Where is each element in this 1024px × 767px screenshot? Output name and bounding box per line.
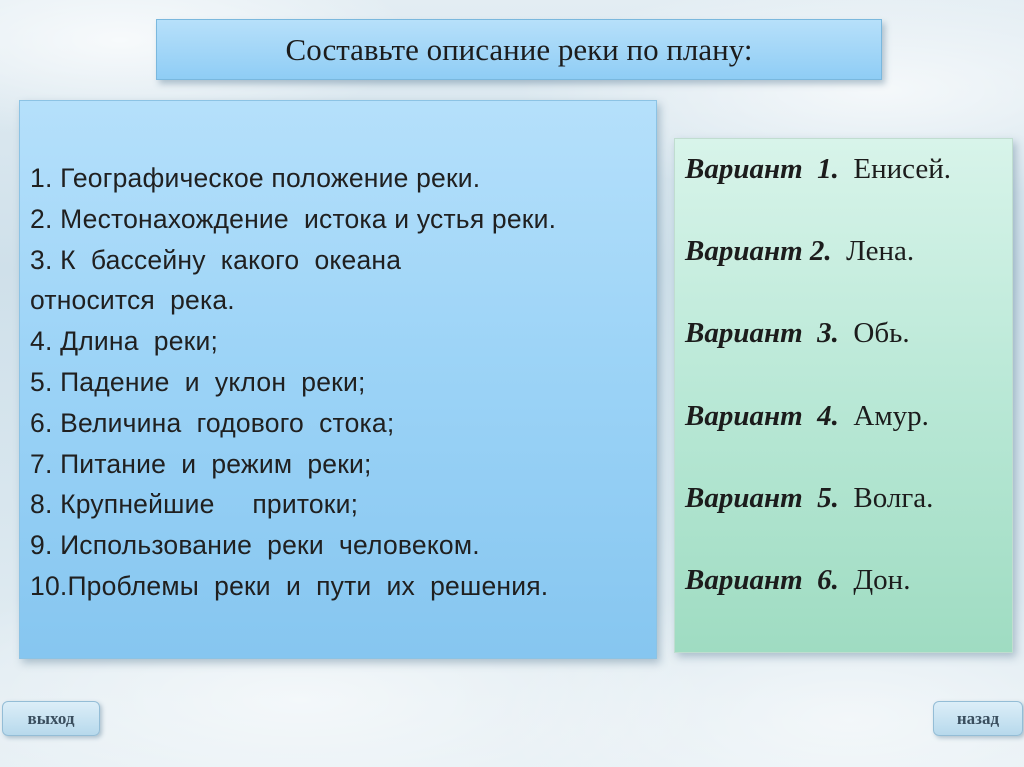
plan-item-3: 3. К бассейну какого океана (30, 244, 402, 275)
plan-item-8: 8. Крупнейшие притоки; (30, 489, 359, 520)
variant-6-label: Вариант 6. (685, 563, 839, 596)
plan-item-1: 1. Географическое положение реки. (30, 163, 481, 193)
variants-box (674, 138, 1013, 653)
exit-button[interactable] (2, 701, 100, 736)
exit-button-label: выход (27, 708, 75, 728)
plan-item-6: 6. Величина годового стока; (30, 407, 395, 438)
variant-5-river: Волга. (853, 481, 934, 514)
variant-5 (685, 481, 1012, 563)
variant-3 (685, 316, 1012, 398)
variant-2-label: Вариант 2. (685, 235, 832, 268)
back-button-label: назад (956, 708, 1000, 728)
variant-6-river: Дон. (853, 563, 911, 596)
variant-1 (685, 152, 1012, 234)
variant-3-river: Обь. (853, 317, 910, 350)
slide-title-bar (156, 19, 882, 80)
variant-2-river: Лена. (846, 235, 915, 268)
plan-item-9: 9. Использование реки человеком. (30, 530, 480, 561)
variant-1-label: Вариант 1. (685, 153, 839, 185)
plan-item-3-continued: относится река. (30, 285, 235, 316)
slide-title: Составьте описание реки по плану: (285, 31, 753, 67)
plan-item-4: 4. Длина реки; (30, 326, 219, 357)
variant-1-river: Енисей. (853, 153, 952, 185)
plan-item-2: 2. Местонахождение истока и устья реки. (30, 203, 557, 234)
back-button[interactable] (933, 701, 1023, 736)
variant-4-label: Вариант 4. (685, 399, 839, 432)
variant-4 (685, 399, 1012, 481)
variant-3-label: Вариант 3. (685, 317, 839, 350)
variant-6 (685, 563, 1012, 645)
variant-2 (685, 234, 1012, 316)
variant-5-label: Вариант 5. (685, 481, 839, 514)
plan-item-7: 7. Питание и режим реки; (30, 448, 372, 479)
plan-item-5: 5. Падение и уклон реки; (30, 366, 366, 397)
variant-4-river: Амур. (853, 399, 929, 432)
plan-box (19, 100, 657, 659)
plan-item-10: 10.Проблемы реки и пути их решения. (30, 570, 549, 601)
